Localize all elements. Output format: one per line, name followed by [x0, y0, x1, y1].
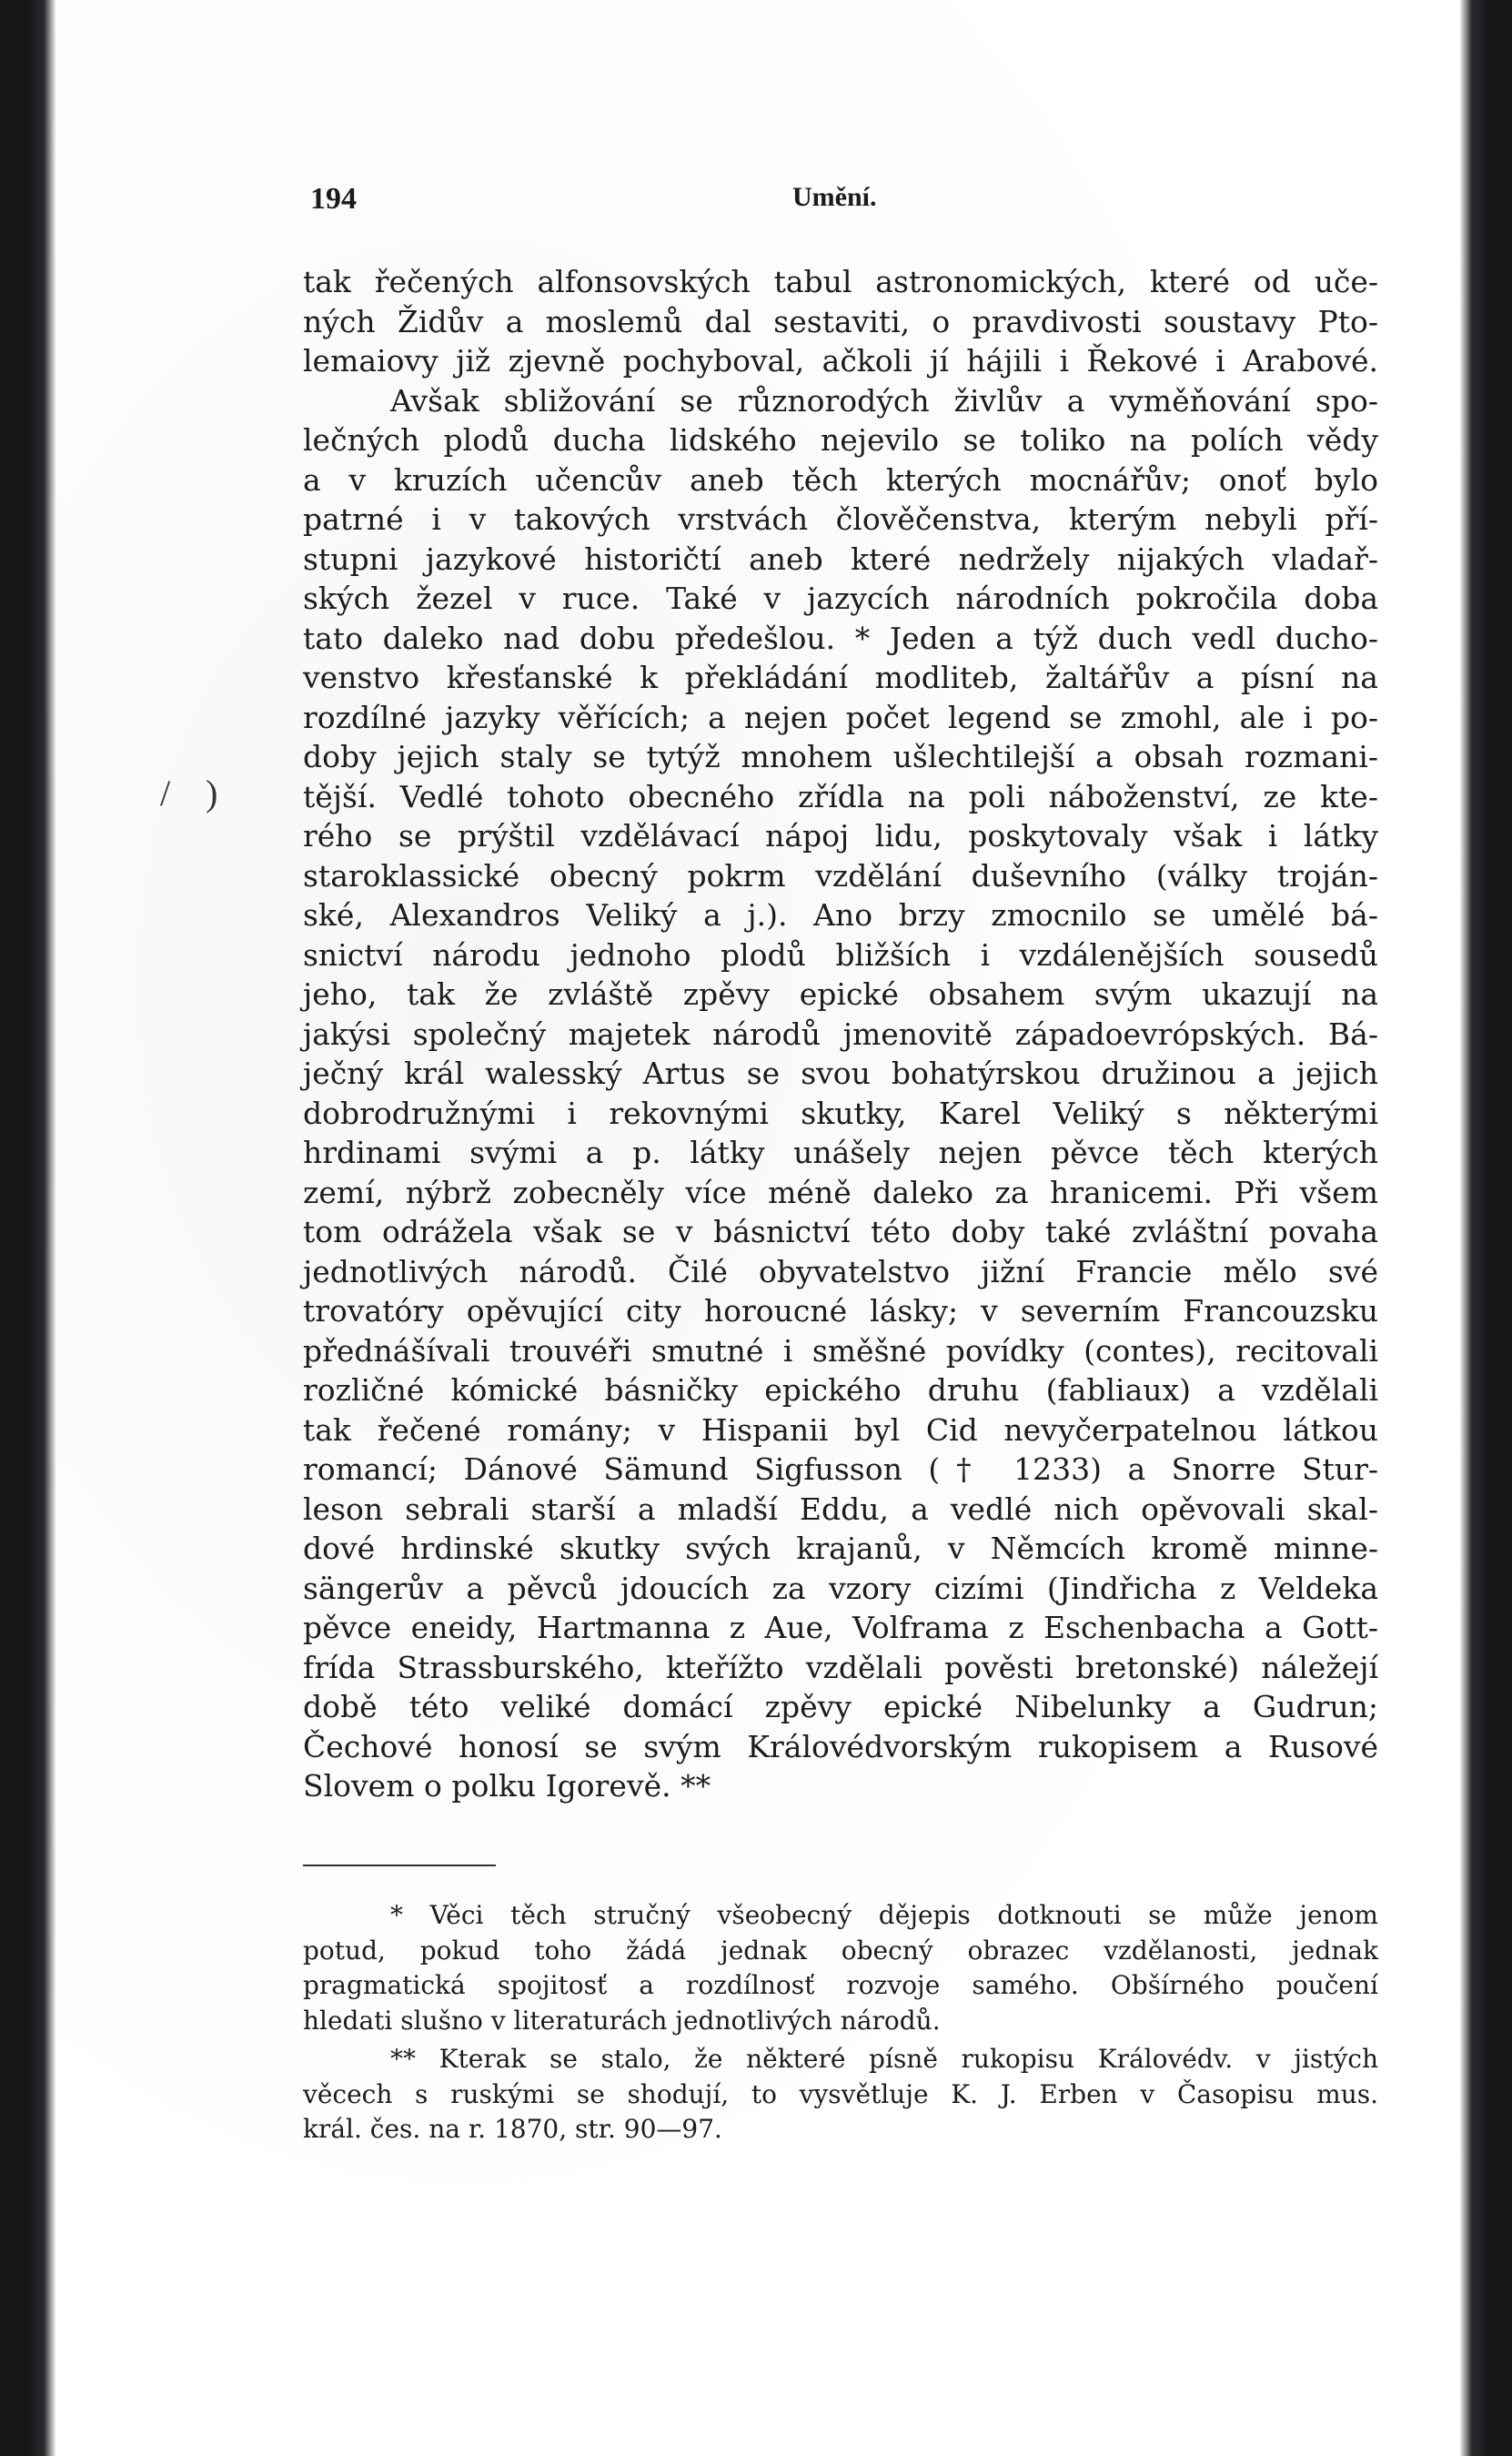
text-line: venstvo křesťanské k překládání modliteb, žaltářův a písní na	[303, 660, 1378, 695]
text-line: leson sebrali starší a mladší Eddu, a vedlé nich opěvovali skal-	[303, 1491, 1378, 1527]
text-line: sängerův a pěvců jdoucích za vzory cizími (Jindřicha z Veldeka	[303, 1570, 1378, 1606]
text-line: pěvce eneidy, Hartmanna z Aue, Volframa z Eschenbacha a Gott-	[303, 1610, 1378, 1645]
text-line: snictví národu jednoho plodů bližších i vzdálenějších sousedů	[303, 936, 1378, 973]
text-line: době této veliké domácí zpěvy epické Nibelunky a Gudrun;	[303, 1689, 1378, 1724]
footnote-line: věcech s ruskými se shodují, to vysvětluje K. J. Erben v Časopisu mus.	[303, 2078, 1378, 2109]
text-line: jeho, tak že zvláště zpěvy epické obsahem svým ukazují na	[303, 976, 1378, 1012]
book-page	[25, 0, 1490, 2456]
text-line: romancí; Dánové Sämund Sigfusson († 1233) a Snorre Stur-	[303, 1451, 1378, 1487]
text-line: rozličné kómické básničky epického druhu (fabliaux) a vzdělali	[303, 1372, 1378, 1408]
footnote-line: hledati slušno v literaturách jednotlivých národů.	[303, 2005, 941, 2036]
text-line: a v kruzích učencův aneb těch kterých mocnářův; onoť bylo	[303, 461, 1378, 498]
scan-edge-left	[25, 0, 56, 2456]
text-line: lemaiovy již zjevně pochyboval, ačkoli jí hájili i Řekové i Arabové.	[303, 343, 1378, 379]
footnotes	[303, 1898, 1378, 2148]
text-line: přednášívali trouvéři smutné i směšné povídky (contes), recitovali	[303, 1332, 1378, 1369]
running-title: Umění.	[792, 182, 877, 212]
text-line: frída Strassburského, kteřížto vzdělali pověsti bretonské) náležejí	[303, 1649, 1378, 1685]
text-line: patrné i v takových vrstvách člověčenstva, kterým nebyli pří-	[303, 501, 1378, 537]
text-line: stupni jazykové historičtí aneb které nedržely nijakých vladař-	[303, 541, 1378, 577]
text-line: tak řečené romány; v Hispanii byl Cid nevyčerpatelnou látkou	[303, 1411, 1378, 1448]
footnote-divider	[303, 1865, 496, 1866]
text-line: lečných plodů ducha lidského nejevilo se toliko na polích vědy	[303, 422, 1378, 458]
text-line: tak řečených alfonsovských tabul astronomických, které od uče-	[303, 264, 1378, 299]
text-line: rozdílné jazyky věřících; a nejen počet legend se zmohl, ale i po-	[303, 699, 1378, 735]
text-line: hrdinami svými a p. látky unášely nejen pěvce těch kterých	[303, 1135, 1378, 1170]
footnote-line: ** Kterak se stalo, že některé písně rukopisu Královédv. v jistých	[390, 2044, 1378, 2074]
page-number: 194	[310, 182, 357, 216]
scan-edge-right	[1459, 0, 1490, 2456]
text-line: trovatóry opěvující city horoucné lásky; v severním Francouzsku	[303, 1293, 1378, 1329]
text-line: tom odrážela však se v básnictví této doby také zvláštní povaha	[303, 1214, 1378, 1249]
text-line: doby jejich staly se tytýž mnohem ušlechtilejší a obsah rozmani-	[303, 739, 1378, 774]
text-line: ných Židův a moslemů dal sestaviti, o pravdivosti soustavy Pto-	[303, 303, 1378, 339]
scan-mark: )	[206, 773, 218, 814]
text-line: ské, Alexandros Veliký a j.). Ano brzy zmocnilo se umělé bá-	[303, 897, 1378, 933]
text-line: tato daleko nad dobu předešlou. * Jeden a týž duch vedl ducho-	[303, 620, 1378, 656]
footnote-line: král. čes. na r. 1870, str. 90—97.	[303, 2114, 722, 2144]
text-line: rého se prýštil vzdělávací nápoj lidu, poskytovaly však i látky	[303, 818, 1378, 854]
text-line: dobrodružnými i rekovnými skutky, Karel Veliký s některými	[303, 1095, 1378, 1131]
footnote-line: potud, pokud toho žádá jednak obecný obrazec vzdělanosti, jednak	[303, 1935, 1378, 1966]
footnote-line: * Věci těch stručný všeobecný dějepis dotknouti se může jenom	[390, 1900, 1378, 1930]
scan-mark: /	[160, 773, 171, 814]
text-line: zemí, nýbrž zobecněly více méně daleko za hranicemi. Při všem	[303, 1174, 1378, 1210]
text-line: jednotlivých národů. Čilé obyvatelstvo jižní Francie mělo své	[303, 1253, 1378, 1289]
text-line: Avšak sbližování se různorodých živlův a vyměňování spo-	[390, 382, 1378, 419]
text-line: dové hrdinské skutky svých krajanů, v Němcích kromě minne-	[303, 1531, 1378, 1566]
footnote-line: pragmatická spojitosť a rozdílnosť rozvoje samého. Obšírného poučení	[303, 1970, 1378, 2000]
text-line: ských žezel v ruce. Také v jazycích národních pokročila doba	[303, 581, 1378, 616]
text-line: Čechové honosí se svým Královédvorským rukopisem a Rusové	[303, 1728, 1378, 1764]
text-line: jakýsi společný majetek národů jmenovitě západoevrópských. Bá-	[303, 1016, 1378, 1052]
text-line: ječný král walesský Artus se svou bohatýrskou družinou a jejich	[303, 1056, 1378, 1091]
page-header	[310, 182, 1380, 226]
text-line: Slovem o polku Igorevě. **	[303, 1768, 711, 1804]
text-line: staroklassické obecný pokrm vzdělání duševního (války troján-	[303, 857, 1378, 894]
text-line: tější. Vedlé tohoto obecného zřídla na poli náboženství, ze kte-	[303, 778, 1378, 814]
main-text	[303, 262, 1378, 1806]
